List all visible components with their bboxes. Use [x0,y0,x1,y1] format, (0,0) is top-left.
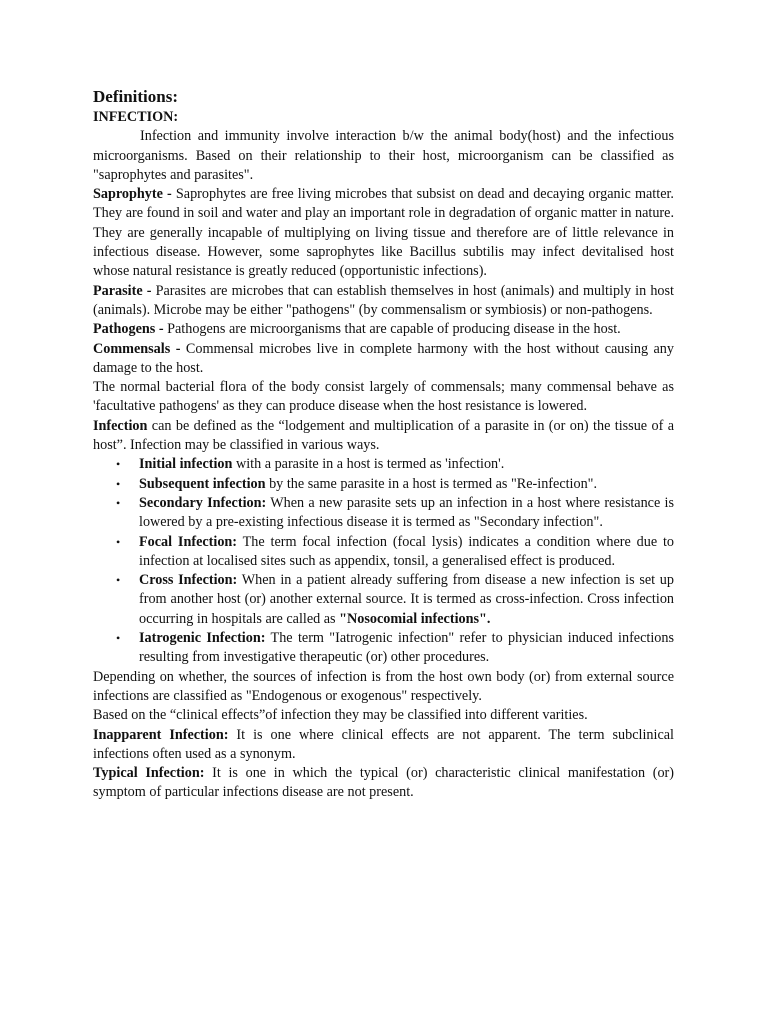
definition-text: can be defined as the “lodgement and multiplication of a parasite in (or on) the tissue of a host”. Infection may be classified in various ways. [93,417,674,454]
list-item-term: Iatrogenic Infection: [139,630,266,647]
document-page [93,86,674,803]
list-item-text: by the same parasite in a host is termed as "Re-infection". [265,475,598,492]
list-item [116,629,674,668]
list-item-emphasis: "Nosocomial infections". [339,610,491,627]
list-item-text: with a parasite in a host is termed as 'infection'. [232,456,505,473]
list-item-term: Secondary Infection: [139,494,267,511]
bullet-icon: • [116,631,121,646]
bullet-icon: • [116,534,121,549]
definition-commensals [93,340,674,379]
list-item-text: When in a patient already suffering from disease a new infection is set up from another host (or) another external source. It is termed as cross-infection. Cross infection occurring in hospitals are called as [139,572,674,627]
definition-pathogens [93,320,674,339]
list-item-term: Subsequent infection [139,475,266,492]
list-item [116,455,674,474]
definition-parasite [93,282,674,321]
definition-saprophyte [93,185,674,281]
list-item [116,494,674,533]
list-item-text: The term "Iatrogenic infection" refer to physician induced infections resulting from investigative therapeutic (or) other procedures. [139,630,674,666]
definition-text: It is one where clinical effects are not apparent. The term subclinical infections often used as a synonym. [93,726,674,762]
clinical-paragraph: Based on the “clinical effects”of infection they may be classified into different varities. [93,707,588,724]
bullet-icon: • [116,457,121,472]
definition-term: Inapparent Infection: [93,726,229,743]
definition-typical [93,764,674,803]
definition-text: It is one in which the typical (or) characteristic clinical manifestation (or) symptom of particular infections disease are not present. [93,765,674,801]
intro-paragraph: Infection and immunity involve interaction b/w the animal body(host) and the infectious microorganisms. Based on their relationship to their host, microorganism can be classified as "saprophytes and parasites". [93,128,674,183]
section-heading: INFECTION: [93,109,179,125]
list-item [116,533,674,572]
list-item-term: Cross Infection: [139,572,238,589]
definition-term: Typical Infection: [93,765,205,782]
list-item-term: Initial infection [139,456,233,473]
definition-text: Pathogens are microorganisms that are capable of producing disease in the host. [163,321,621,338]
bullet-icon: • [116,495,121,510]
list-item-term: Focal Infection: [139,533,238,550]
list-item [116,571,674,629]
definition-text: Commensal microbes live in complete harmony with the host without causing any damage to the host. [93,340,674,376]
list-item-text: When a new parasite sets up an infection in a host where resistance is lowered by a pre-existing infectious disease it is termed as "Secondary infection". [139,494,674,531]
page-title: Definitions: [93,87,178,106]
infection-types-list [93,455,674,667]
source-paragraph: Depending on whether, the sources of infection is from the host own body (or) from external source infections are classified as "Endogenous or exogenous" respectively. [93,668,674,704]
list-item-text: The term focal infection (focal lysis) indicates a condition where due to infection at localised sites such as appendix, tonsil, a generalised effect is produced. [139,533,674,569]
definition-text: Parasites are microbes that can establish themselves in host (animals) and multiply in host (animals). Microbe may be either "pathogens" (by commensalism or symbiosis) or non-pathogens. [93,282,674,318]
bullet-icon: • [116,573,121,588]
definition-term: Infection [93,417,148,434]
definition-inapparent [93,726,674,765]
flora-paragraph: The normal bacterial flora of the body consist largely of commensals; many commensal behave as 'facultative pathogens' as they can produce disease when the host resistance is lowered. [93,379,674,415]
definition-term: Saprophyte - [93,186,172,203]
list-item [116,475,674,494]
definition-text: Saprophytes are free living microbes that subsist on dead and decaying organic matter. They are found in soil and water and play an important role in degradation of organic matter in nature. They are generally incapable of multiplying on living tissue and therefore are of little relevance in infectious disease. However, some saprophytes like Bacillus subtilis may infect devitalised host whose natural resistance is greatly reduced (opportunistic infections). [93,186,674,280]
bullet-icon: • [116,476,121,491]
definition-term: Commensals - [93,340,181,357]
infection-definition [93,417,674,456]
definition-term: Pathogens - [93,321,164,338]
definition-term: Parasite - [93,282,152,299]
